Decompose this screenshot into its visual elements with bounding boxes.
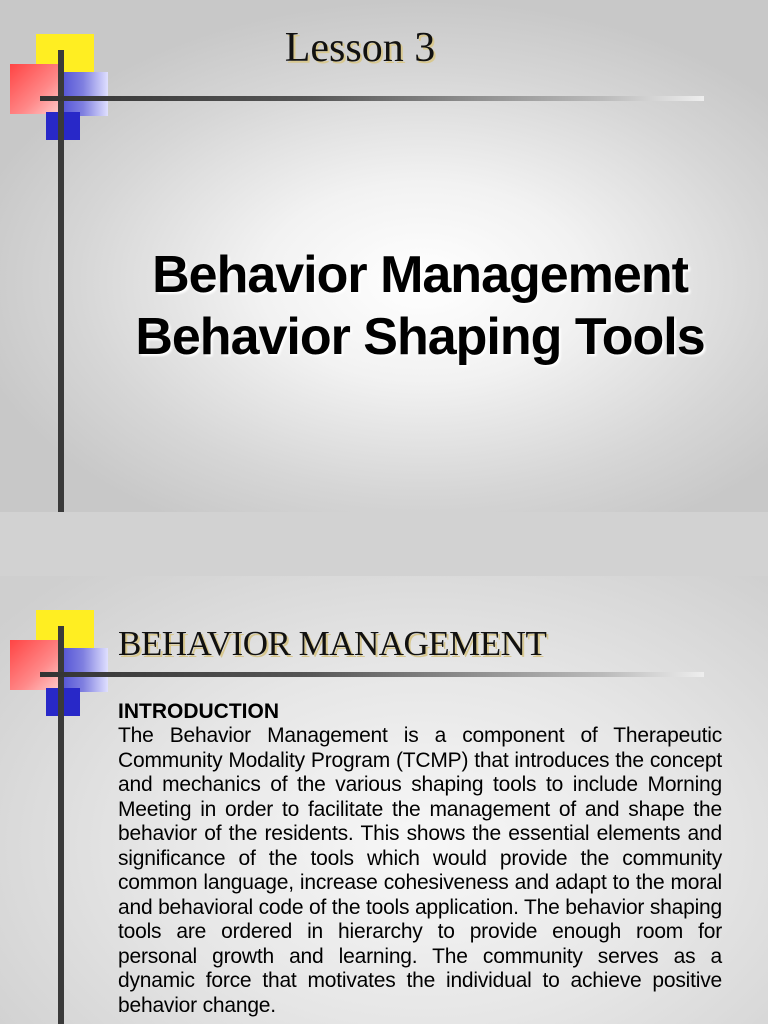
vertical-line-decoration — [58, 50, 64, 512]
horizontal-line-decoration — [40, 96, 704, 101]
vertical-line-decoration — [58, 626, 64, 1024]
red-square-decoration — [10, 64, 60, 114]
horizontal-line-decoration — [40, 672, 704, 677]
lesson-label: Lesson 3 — [284, 25, 436, 71]
section-title: BEHAVIOR MANAGEMENT — [118, 624, 547, 663]
slide-content — [0, 576, 768, 1024]
slide-main-title — [110, 244, 730, 368]
slide-separator — [0, 512, 768, 576]
red-square-decoration — [10, 640, 60, 690]
introduction-heading: INTRODUCTION — [118, 700, 279, 723]
introduction-paragraph: The Behavior Management is a component of Therapeutic Community Modality Program (TCMP) that introduces the concept and mechanics of the various shaping tools to include Morning Meeting in order to facilitate the management of and shape the behavior of the residents. This shows the essential elements and significance of the tools which would provide the community common language, increase cohesiveness and adapt to the moral and behavioral code of the tools application. The behavior shaping tools are ordered in hierarchy to provide enough room for personal growth and learning. The community serves as a dynamic force that motivates the individual to achieve positive behavior change. — [118, 724, 723, 1017]
title-line-1: Behavior Management — [152, 246, 688, 304]
title-line-2: Behavior Shaping Tools — [135, 308, 705, 366]
